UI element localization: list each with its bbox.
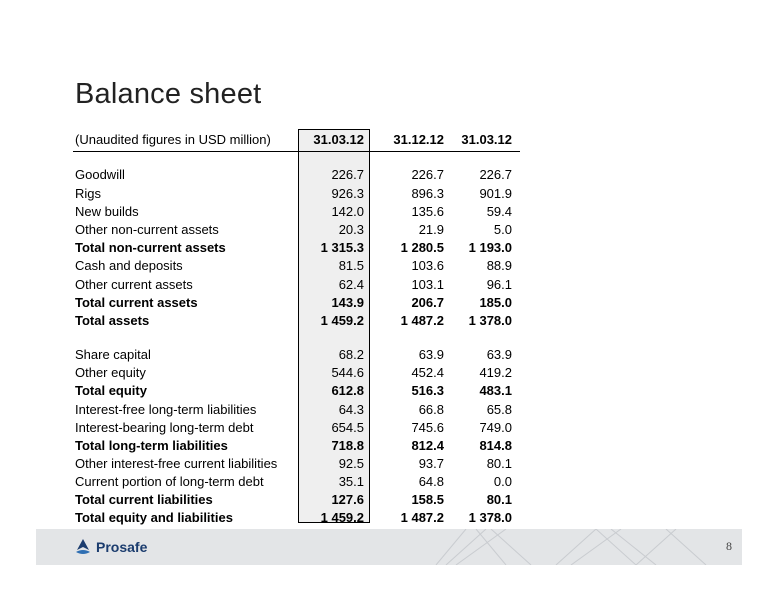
row-value-col2: 206.7 [411, 295, 444, 310]
table-row [75, 239, 525, 257]
row-value-col3: 1 193.0 [468, 240, 512, 255]
row-value-col2: 812.4 [411, 438, 444, 453]
row-value-col2: 1 487.2 [400, 510, 444, 525]
row-value-col1: 718.8 [331, 438, 364, 453]
table-row [75, 437, 525, 455]
row-value-col2: 1 487.2 [400, 313, 444, 328]
row-value-col2: 64.8 [418, 474, 444, 489]
row-value-col1: 68.2 [338, 347, 364, 362]
table-row [75, 276, 525, 294]
row-value-col3: 80.1 [486, 456, 512, 471]
row-value-col3: 185.0 [479, 295, 512, 310]
table-row [75, 257, 525, 275]
table-row [75, 382, 525, 400]
row-value-col1: 64.3 [338, 402, 364, 417]
row-value-col2: 1 280.5 [400, 240, 444, 255]
row-value-col2: 21.9 [418, 222, 444, 237]
header-col2: 31.12.12 [393, 132, 444, 147]
row-value-col1: 1 459.2 [320, 510, 364, 525]
row-label: Total equity [75, 383, 147, 398]
row-label: Rigs [75, 186, 102, 201]
row-value-col3: 1 378.0 [468, 510, 512, 525]
row-value-col3: 88.9 [486, 258, 512, 273]
prosafe-logo-icon [74, 538, 92, 558]
header-col1: 31.03.12 [313, 132, 364, 147]
row-value-col3: 80.1 [486, 492, 512, 507]
table-row [75, 401, 525, 419]
table-row [75, 185, 525, 203]
row-label: Interest-free long-term liabilities [75, 402, 257, 417]
row-value-col3: 749.0 [479, 420, 512, 435]
table-row [75, 473, 525, 491]
row-value-col3: 814.8 [479, 438, 512, 453]
row-value-col2: 452.4 [411, 365, 444, 380]
row-value-col2: 896.3 [411, 186, 444, 201]
row-value-col1: 612.8 [331, 383, 364, 398]
table-row [75, 509, 525, 527]
row-value-col2: 135.6 [411, 204, 444, 219]
row-value-col1: 62.4 [338, 277, 364, 292]
row-value-col2: 103.1 [411, 277, 444, 292]
row-value-col1: 654.5 [331, 420, 364, 435]
row-label: Total long-term liabilities [75, 438, 228, 453]
row-value-col1: 127.6 [331, 492, 364, 507]
prosafe-logo [74, 538, 214, 558]
row-value-col3: 63.9 [486, 347, 512, 362]
header-label: (Unaudited figures in USD million) [75, 132, 271, 147]
table-row [75, 203, 525, 221]
table-row [75, 346, 525, 364]
row-label: Other equity [75, 365, 146, 380]
row-value-col3: 5.0 [493, 222, 512, 237]
row-value-col3: 0.0 [493, 474, 512, 489]
row-label: New builds [75, 204, 139, 219]
row-value-col3: 96.1 [486, 277, 512, 292]
row-value-col1: 92.5 [338, 456, 364, 471]
row-label: Total current liabilities [75, 492, 213, 507]
table-row [75, 166, 525, 184]
row-value-col1: 142.0 [331, 204, 364, 219]
row-value-col2: 66.8 [418, 402, 444, 417]
row-label: Other interest-free current liabilities [75, 456, 278, 471]
row-value-col1: 226.7 [331, 167, 364, 182]
row-value-col1: 35.1 [338, 474, 364, 489]
row-label: Total equity and liabilities [75, 510, 233, 525]
header-divider [73, 151, 520, 152]
table-row [75, 364, 525, 382]
row-label: Total non-current assets [75, 240, 226, 255]
footer-band [36, 529, 742, 565]
row-label: Interest-bearing long-term debt [75, 420, 254, 435]
page-number: 8 [726, 539, 732, 553]
row-value-col2: 63.9 [418, 347, 444, 362]
row-value-col1: 926.3 [331, 186, 364, 201]
row-label: Share capital [75, 347, 151, 362]
page-title: Balance sheet [75, 78, 262, 110]
row-label: Goodwill [75, 167, 125, 182]
row-value-col1: 20.3 [338, 222, 364, 237]
header-col3: 31.03.12 [461, 132, 512, 147]
row-value-col3: 1 378.0 [468, 313, 512, 328]
row-value-col3: 59.4 [486, 204, 512, 219]
logo-text: Prosafe [96, 539, 148, 555]
table-row [75, 221, 525, 239]
row-value-col2: 103.6 [411, 258, 444, 273]
row-value-col3: 901.9 [479, 186, 512, 201]
table-row [75, 294, 525, 312]
row-label: Current portion of long-term debt [75, 474, 264, 489]
row-value-col2: 745.6 [411, 420, 444, 435]
table-row [75, 419, 525, 437]
row-value-col2: 93.7 [418, 456, 444, 471]
row-value-col1: 1 459.2 [320, 313, 364, 328]
row-value-col3: 65.8 [486, 402, 512, 417]
table-row [75, 455, 525, 473]
row-label: Other current assets [75, 277, 193, 292]
row-value-col3: 419.2 [479, 365, 512, 380]
row-value-col3: 226.7 [479, 167, 512, 182]
row-value-col1: 544.6 [331, 365, 364, 380]
row-value-col1: 143.9 [331, 295, 364, 310]
row-value-col2: 226.7 [411, 167, 444, 182]
row-value-col3: 483.1 [479, 383, 512, 398]
table-row [75, 312, 525, 330]
table-header [75, 131, 525, 149]
row-value-col2: 158.5 [411, 492, 444, 507]
row-label: Other non-current assets [75, 222, 219, 237]
row-label: Cash and deposits [75, 258, 183, 273]
row-value-col1: 81.5 [338, 258, 364, 273]
row-label: Total current assets [75, 295, 198, 310]
row-label: Total assets [75, 313, 150, 328]
row-value-col1: 1 315.3 [320, 240, 364, 255]
row-value-col2: 516.3 [411, 383, 444, 398]
table-row [75, 491, 525, 509]
